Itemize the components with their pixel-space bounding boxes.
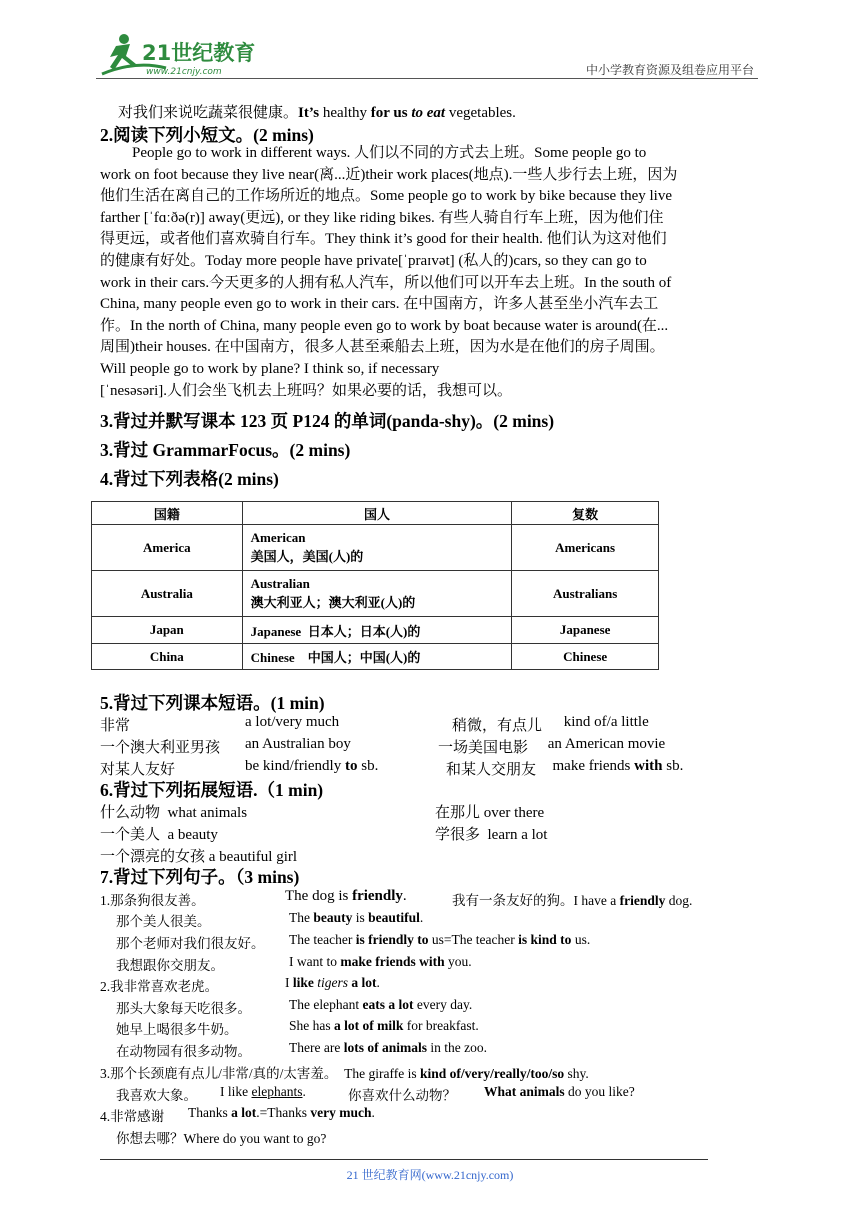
sentence-line: 3.那个长颈鹿有点儿/非常/真的/太害羞。 The giraffe is kind of/very/really/too/so shy. [100,1066,589,1081]
passage-line: work on foot because they live near(离...近)their work places(地点).一些人步行去上班，因为 [100,166,678,183]
sentence-cn: 2.我非常喜欢老虎。 [100,979,219,994]
sentence-cn: 她早上喝很多牛奶。 [116,1022,238,1037]
sentence-cn: 1.那条狗很友善。 [100,893,205,908]
logo-text: 21世纪教育 [142,41,256,65]
table-cell: Australia [92,571,243,617]
phrase-en: an Australian boy [245,736,351,752]
passage-line: [ˈnesəsəri].人们会坐飞机去上班吗？如果必要的话，我想可以。 [100,382,513,399]
sentence-en: Thanks a lot.=Thanks very much. [188,1105,375,1120]
table-row [92,571,659,617]
section-6-heading: 6.背过下列拓展短语.（1 min) [100,780,324,800]
sentence-cn: 我喜欢大象。 [116,1088,197,1103]
phrase-item: 学很多 learn a lot [435,827,548,843]
sentence-en: I want to make friends with you. [289,954,472,969]
phrase-cn: 非常 [100,718,131,734]
sentence-en: The beauty is beautiful. [289,910,424,925]
intro-line: 对我们来说吃蔬菜很健康。It’s healthy for us to eat vegetables. [118,105,516,121]
passage-line: 得更远，或者他们喜欢骑自行车。They think it’s good for their health. 他们认为这对他们 [100,231,667,248]
reading-passage [100,143,762,402]
table-cell: Japan [92,617,243,644]
phrase-cn: 一场美国电影 [438,740,529,756]
sentence-en: There are lots of animals in the zoo. [289,1040,487,1055]
passage-line: 作。In the north of China, many people even go to work by boat because water is around(在... [100,317,669,334]
table-cell: Japanese [512,617,659,644]
table-cell: Japanese 日本人；日本(人)的 [242,617,512,644]
passage-line: People go to work in different ways. 人们以不同的方式去上班。Some people go to [132,145,647,161]
phrase-cn: 对某人友好 [100,762,176,778]
table-cell: Australians [512,571,659,617]
passage-line: farther [ˈfɑːðə(r)] away(更远), or they like riding bikes. 有些人骑自行车上班，因为他们住 [100,209,664,226]
table-cell: Chinese [512,644,659,670]
section-3-heading-grammar: 3.背过 GrammarFocus。(2 mins) [100,440,351,460]
section-2-heading: 2.阅读下列小短文。(2 mins) [100,125,314,145]
sentence-en: She has a lot of milk for breakfast. [289,1018,479,1033]
phrase-item: 什么动物 what animals [100,805,248,821]
sentence-cn-en: 我有一条友好的狗。I have a friendly dog. [452,893,693,908]
sentence-cn: 你想去哪？Where do you want to go? [116,1131,327,1146]
table-row [92,525,659,571]
passage-line: 周围)their houses. 在中国南方，很多人甚至乘船去上班，因为水是在他们的房子周围。 [100,339,665,356]
table-row [92,617,659,644]
phrase-cn: 一个澳大利亚男孩 [100,740,221,756]
sentence-en: The elephant eats a lot every day. [289,997,473,1012]
runner-logo-icon [96,30,266,80]
sentence-en: What animals do you like? [484,1084,635,1099]
table-header-cell: 复数 [512,502,659,525]
phrase-cn: 稍微，有点儿 [452,718,543,734]
table-cell: Chinese 中国人；中国(人)的 [242,644,512,670]
passage-line: 的健康有好处。Today more people have private[ˈpraɪvət] (私人的)cars, so they can go to [100,252,647,269]
header-divider [96,78,758,79]
sentence-en: I like tigers a lot. [285,975,380,990]
passage-line: Will people go to work by plane? I think so, if necessary [100,360,440,377]
table-header-row [92,502,659,525]
phrase-item: 一个美人 a beauty [100,827,218,843]
logo-url: www.21cnjy.com [146,67,222,77]
phrase-item: 一个漂亮的女孩 a beautiful girl [100,849,298,865]
sentence-en: The teacher is friendly to us=The teacher is kind to us. [289,932,591,947]
sentence-cn: 在动物园有很多动物。 [116,1044,251,1059]
phrase-en: kind of/a little [560,714,649,730]
phrase-en: a lot/very much [245,714,340,730]
passage-line: China, many people even go to work in their cars. 在中国南方，许多人甚至坐小汽车去工 [100,296,659,313]
table-cell: American 美国人，美国(人)的 [242,525,512,571]
passage-line: work in their cars.今天更多的人拥有私人汽车，所以他们可以开车去上班。In the south of [100,274,672,291]
table-cell: America [92,525,243,571]
phrase-en: make friends with sb. [545,758,684,774]
sentence-cn: 那个老师对我们很友好。 [116,936,265,951]
phrase-en: be kind/friendly to sb. [245,758,379,774]
section-7-heading: 7.背过下列句子。（3 mins) [100,867,300,887]
sentence-cn: 你喜欢什么动物？ [348,1088,456,1103]
sentence-en: The dog is friendly. [285,888,407,904]
section-4-heading: 4.背过下列表格(2 mins) [100,469,279,489]
section-3-heading-words: 3.背过并默写课本 123 页 P124 的单词(panda-shy)。(2 mins) [100,411,555,431]
table-header-cell: 国人 [242,502,512,525]
sentence-cn: 那头大象每天吃很多。 [116,1001,251,1016]
phrase-item: 在那儿 over there [435,805,545,821]
passage-line: 他们生活在离自己的工作场所近的地点。Some people go to work by bike because they live [100,188,673,205]
sentence-cn: 4.非常感谢 [100,1109,165,1124]
sentence-cn: 我想跟你交朋友。 [116,958,224,973]
phrase-en: an American movie [544,736,666,752]
table-header-cell: 国籍 [92,502,243,525]
table-cell: Americans [512,525,659,571]
site-logo [96,30,266,80]
nationality-table [91,501,659,670]
table-cell: Australian 澳大利亚人；澳大利亚(人)的 [242,571,512,617]
footer-divider [100,1159,708,1160]
footer-text: 21 世纪教育网(www.21cnjy.com) [346,1168,514,1182]
sentence-en: I like elephants. [220,1084,306,1099]
phrase-cn: 和某人交朋友 [446,762,537,778]
table-row [92,644,659,670]
section-5-heading: 5.背过下列课本短语。(1 min) [100,693,325,713]
header-tagline: 中小学教育资源及组卷应用平台 [585,63,754,77]
table-cell: China [92,644,243,670]
sentence-cn: 那个美人很美。 [116,914,211,929]
